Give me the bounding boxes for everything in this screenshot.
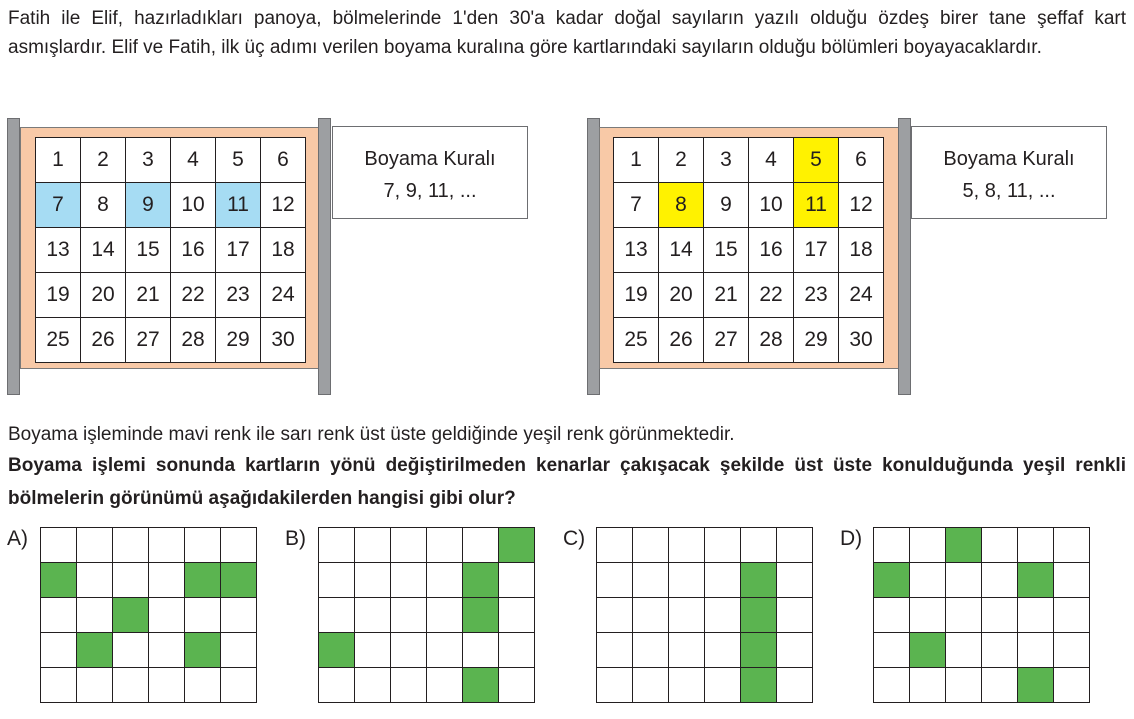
empty-cell xyxy=(874,598,910,633)
green-cell xyxy=(741,633,777,668)
empty-cell xyxy=(1054,633,1090,668)
color-mix-note: Boyama işleminde mavi renk ile sarı renk üst üste geldiğinde yeşil renk görünmektedir. xyxy=(8,424,735,445)
green-cell xyxy=(221,563,257,598)
green-cell xyxy=(41,563,77,598)
question-text: Boyama işlemi sonunda kartların yönü değiştirilmeden kenarlar çakışacak şekilde üst üste konulduğunda yeşil renkli bölmelerin görünümü aşağıdakilerden hangisi gibi olur? xyxy=(8,455,1126,509)
option-label: A) xyxy=(7,527,28,550)
empty-cell xyxy=(669,563,705,598)
number-cell: 16 xyxy=(171,228,216,273)
green-cell xyxy=(946,528,982,563)
option-label: B) xyxy=(285,527,306,550)
option-label: D) xyxy=(840,527,863,550)
empty-cell xyxy=(633,668,669,703)
number-cell: 13 xyxy=(614,228,659,273)
number-cell: 7 xyxy=(36,183,81,228)
empty-cell xyxy=(185,598,221,633)
empty-cell xyxy=(1018,598,1054,633)
number-cell: 29 xyxy=(216,318,261,363)
empty-cell xyxy=(597,598,633,633)
empty-cell xyxy=(319,668,355,703)
green-cell xyxy=(319,633,355,668)
empty-cell xyxy=(946,668,982,703)
green-cell xyxy=(741,563,777,598)
empty-cell xyxy=(669,633,705,668)
board-pole-right xyxy=(318,118,331,395)
empty-cell xyxy=(910,598,946,633)
empty-cell xyxy=(777,598,813,633)
number-cell: 15 xyxy=(704,228,749,273)
number-cell: 24 xyxy=(261,273,306,318)
number-cell: 5 xyxy=(216,138,261,183)
empty-cell xyxy=(149,528,185,563)
board-pole-right xyxy=(898,118,911,395)
number-cell: 25 xyxy=(614,318,659,363)
number-cell: 30 xyxy=(261,318,306,363)
rule-sequence: 7, 9, 11, ... xyxy=(383,180,477,202)
empty-cell xyxy=(41,633,77,668)
number-cell: 22 xyxy=(749,273,794,318)
number-cell: 1 xyxy=(614,138,659,183)
number-cell: 28 xyxy=(171,318,216,363)
number-cell: 14 xyxy=(81,228,126,273)
coloring-rule-box xyxy=(332,126,528,219)
empty-cell xyxy=(499,598,535,633)
number-cell: 8 xyxy=(659,183,704,228)
empty-cell xyxy=(355,633,391,668)
number-cell: 5 xyxy=(794,138,839,183)
intro-paragraph: Fatih ile Elif, hazırladıkları panoya, bölmelerinde 1'den 30'a kadar doğal sayıların yazılı olduğu özdeş birer tane şeffaf kart asmışlardır. Elif ve Fatih, ilk üç adımı verilen boyama kuralına göre kartlarındaki sayıların olduğu bölümleri boyayacaklardır. xyxy=(8,8,1126,58)
number-cell: 26 xyxy=(659,318,704,363)
number-cell: 17 xyxy=(794,228,839,273)
option-grid xyxy=(596,527,813,703)
empty-cell xyxy=(1054,528,1090,563)
empty-cell xyxy=(77,598,113,633)
number-cell: 26 xyxy=(81,318,126,363)
number-card-grid xyxy=(613,137,884,363)
empty-cell xyxy=(705,563,741,598)
number-cell: 27 xyxy=(704,318,749,363)
empty-cell xyxy=(427,598,463,633)
green-cell xyxy=(113,598,149,633)
number-cell: 14 xyxy=(659,228,704,273)
empty-cell xyxy=(185,668,221,703)
number-cell: 3 xyxy=(704,138,749,183)
empty-cell xyxy=(319,563,355,598)
empty-cell xyxy=(149,598,185,633)
rule-sequence: 5, 8, 11, ... xyxy=(962,180,1056,202)
empty-cell xyxy=(113,563,149,598)
option-grid xyxy=(873,527,1090,703)
number-cell: 20 xyxy=(81,273,126,318)
empty-cell xyxy=(874,633,910,668)
empty-cell xyxy=(633,563,669,598)
empty-cell xyxy=(597,633,633,668)
empty-cell xyxy=(777,528,813,563)
empty-cell xyxy=(982,563,1018,598)
green-cell xyxy=(1018,668,1054,703)
number-cell: 20 xyxy=(659,273,704,318)
number-cell: 6 xyxy=(839,138,884,183)
green-cell xyxy=(741,598,777,633)
green-cell xyxy=(910,633,946,668)
empty-cell xyxy=(499,563,535,598)
green-cell xyxy=(77,633,113,668)
green-cell xyxy=(185,633,221,668)
number-cell: 18 xyxy=(839,228,884,273)
empty-cell xyxy=(705,528,741,563)
empty-cell xyxy=(355,598,391,633)
rule-title: Boyama Kuralı xyxy=(943,148,1075,170)
empty-cell xyxy=(427,528,463,563)
number-cell: 15 xyxy=(126,228,171,273)
empty-cell xyxy=(221,668,257,703)
number-cell: 11 xyxy=(794,183,839,228)
green-cell xyxy=(463,563,499,598)
empty-cell xyxy=(633,528,669,563)
number-cell: 16 xyxy=(749,228,794,273)
empty-cell xyxy=(319,598,355,633)
empty-cell xyxy=(41,668,77,703)
empty-cell xyxy=(597,563,633,598)
number-cell: 17 xyxy=(216,228,261,273)
empty-cell xyxy=(41,528,77,563)
number-cell: 18 xyxy=(261,228,306,273)
empty-cell xyxy=(149,633,185,668)
empty-cell xyxy=(391,528,427,563)
empty-cell xyxy=(1054,563,1090,598)
empty-cell xyxy=(113,668,149,703)
number-cell: 23 xyxy=(216,273,261,318)
number-card-grid xyxy=(35,137,306,363)
empty-cell xyxy=(777,633,813,668)
number-cell: 30 xyxy=(839,318,884,363)
empty-cell xyxy=(874,668,910,703)
empty-cell xyxy=(427,633,463,668)
empty-cell xyxy=(982,528,1018,563)
green-cell xyxy=(1018,563,1054,598)
empty-cell xyxy=(355,528,391,563)
number-cell: 13 xyxy=(36,228,81,273)
number-cell: 6 xyxy=(261,138,306,183)
number-cell: 23 xyxy=(794,273,839,318)
empty-cell xyxy=(946,633,982,668)
number-cell: 28 xyxy=(749,318,794,363)
green-cell xyxy=(463,668,499,703)
empty-cell xyxy=(391,563,427,598)
empty-cell xyxy=(77,528,113,563)
empty-cell xyxy=(1054,668,1090,703)
empty-cell xyxy=(41,598,77,633)
empty-cell xyxy=(185,528,221,563)
empty-cell xyxy=(463,633,499,668)
number-cell: 29 xyxy=(794,318,839,363)
empty-cell xyxy=(319,528,355,563)
empty-cell xyxy=(1018,633,1054,668)
number-cell: 19 xyxy=(36,273,81,318)
option-grid xyxy=(40,527,257,703)
empty-cell xyxy=(741,528,777,563)
empty-cell xyxy=(946,563,982,598)
number-cell: 24 xyxy=(839,273,884,318)
number-cell: 21 xyxy=(704,273,749,318)
empty-cell xyxy=(355,668,391,703)
empty-cell xyxy=(77,563,113,598)
empty-cell xyxy=(499,668,535,703)
number-cell: 4 xyxy=(171,138,216,183)
empty-cell xyxy=(946,598,982,633)
empty-cell xyxy=(669,668,705,703)
empty-cell xyxy=(874,528,910,563)
green-cell xyxy=(185,563,221,598)
empty-cell xyxy=(633,633,669,668)
number-cell: 1 xyxy=(36,138,81,183)
number-cell: 27 xyxy=(126,318,171,363)
number-cell: 9 xyxy=(704,183,749,228)
option-label: C) xyxy=(563,527,586,550)
empty-cell xyxy=(391,668,427,703)
empty-cell xyxy=(1018,528,1054,563)
empty-cell xyxy=(633,598,669,633)
number-cell: 10 xyxy=(749,183,794,228)
number-cell: 10 xyxy=(171,183,216,228)
number-cell: 4 xyxy=(749,138,794,183)
empty-cell xyxy=(113,633,149,668)
number-cell: 19 xyxy=(614,273,659,318)
number-cell: 9 xyxy=(126,183,171,228)
empty-cell xyxy=(705,633,741,668)
empty-cell xyxy=(221,598,257,633)
empty-cell xyxy=(221,633,257,668)
number-cell: 11 xyxy=(216,183,261,228)
empty-cell xyxy=(113,528,149,563)
empty-cell xyxy=(982,598,1018,633)
number-cell: 8 xyxy=(81,183,126,228)
empty-cell xyxy=(149,668,185,703)
empty-cell xyxy=(910,528,946,563)
empty-cell xyxy=(777,563,813,598)
number-cell: 25 xyxy=(36,318,81,363)
empty-cell xyxy=(427,563,463,598)
empty-cell xyxy=(669,598,705,633)
coloring-rule-box xyxy=(911,126,1107,219)
empty-cell xyxy=(982,633,1018,668)
empty-cell xyxy=(499,633,535,668)
empty-cell xyxy=(391,598,427,633)
empty-cell xyxy=(355,563,391,598)
empty-cell xyxy=(982,668,1018,703)
empty-cell xyxy=(391,633,427,668)
number-cell: 3 xyxy=(126,138,171,183)
number-cell: 22 xyxy=(171,273,216,318)
number-cell: 12 xyxy=(261,183,306,228)
green-cell xyxy=(874,563,910,598)
option-grid xyxy=(318,527,535,703)
empty-cell xyxy=(597,668,633,703)
rule-title: Boyama Kuralı xyxy=(364,148,496,170)
empty-cell xyxy=(705,668,741,703)
empty-cell xyxy=(427,668,463,703)
empty-cell xyxy=(777,668,813,703)
empty-cell xyxy=(597,528,633,563)
number-cell: 21 xyxy=(126,273,171,318)
empty-cell xyxy=(910,668,946,703)
green-cell xyxy=(463,598,499,633)
number-cell: 2 xyxy=(659,138,704,183)
empty-cell xyxy=(910,563,946,598)
number-cell: 12 xyxy=(839,183,884,228)
green-cell xyxy=(499,528,535,563)
green-cell xyxy=(741,668,777,703)
empty-cell xyxy=(1054,598,1090,633)
empty-cell xyxy=(705,598,741,633)
number-cell: 2 xyxy=(81,138,126,183)
empty-cell xyxy=(221,528,257,563)
number-cell: 7 xyxy=(614,183,659,228)
empty-cell xyxy=(149,563,185,598)
empty-cell xyxy=(463,528,499,563)
board-pole-left xyxy=(7,118,20,395)
empty-cell xyxy=(77,668,113,703)
empty-cell xyxy=(669,528,705,563)
